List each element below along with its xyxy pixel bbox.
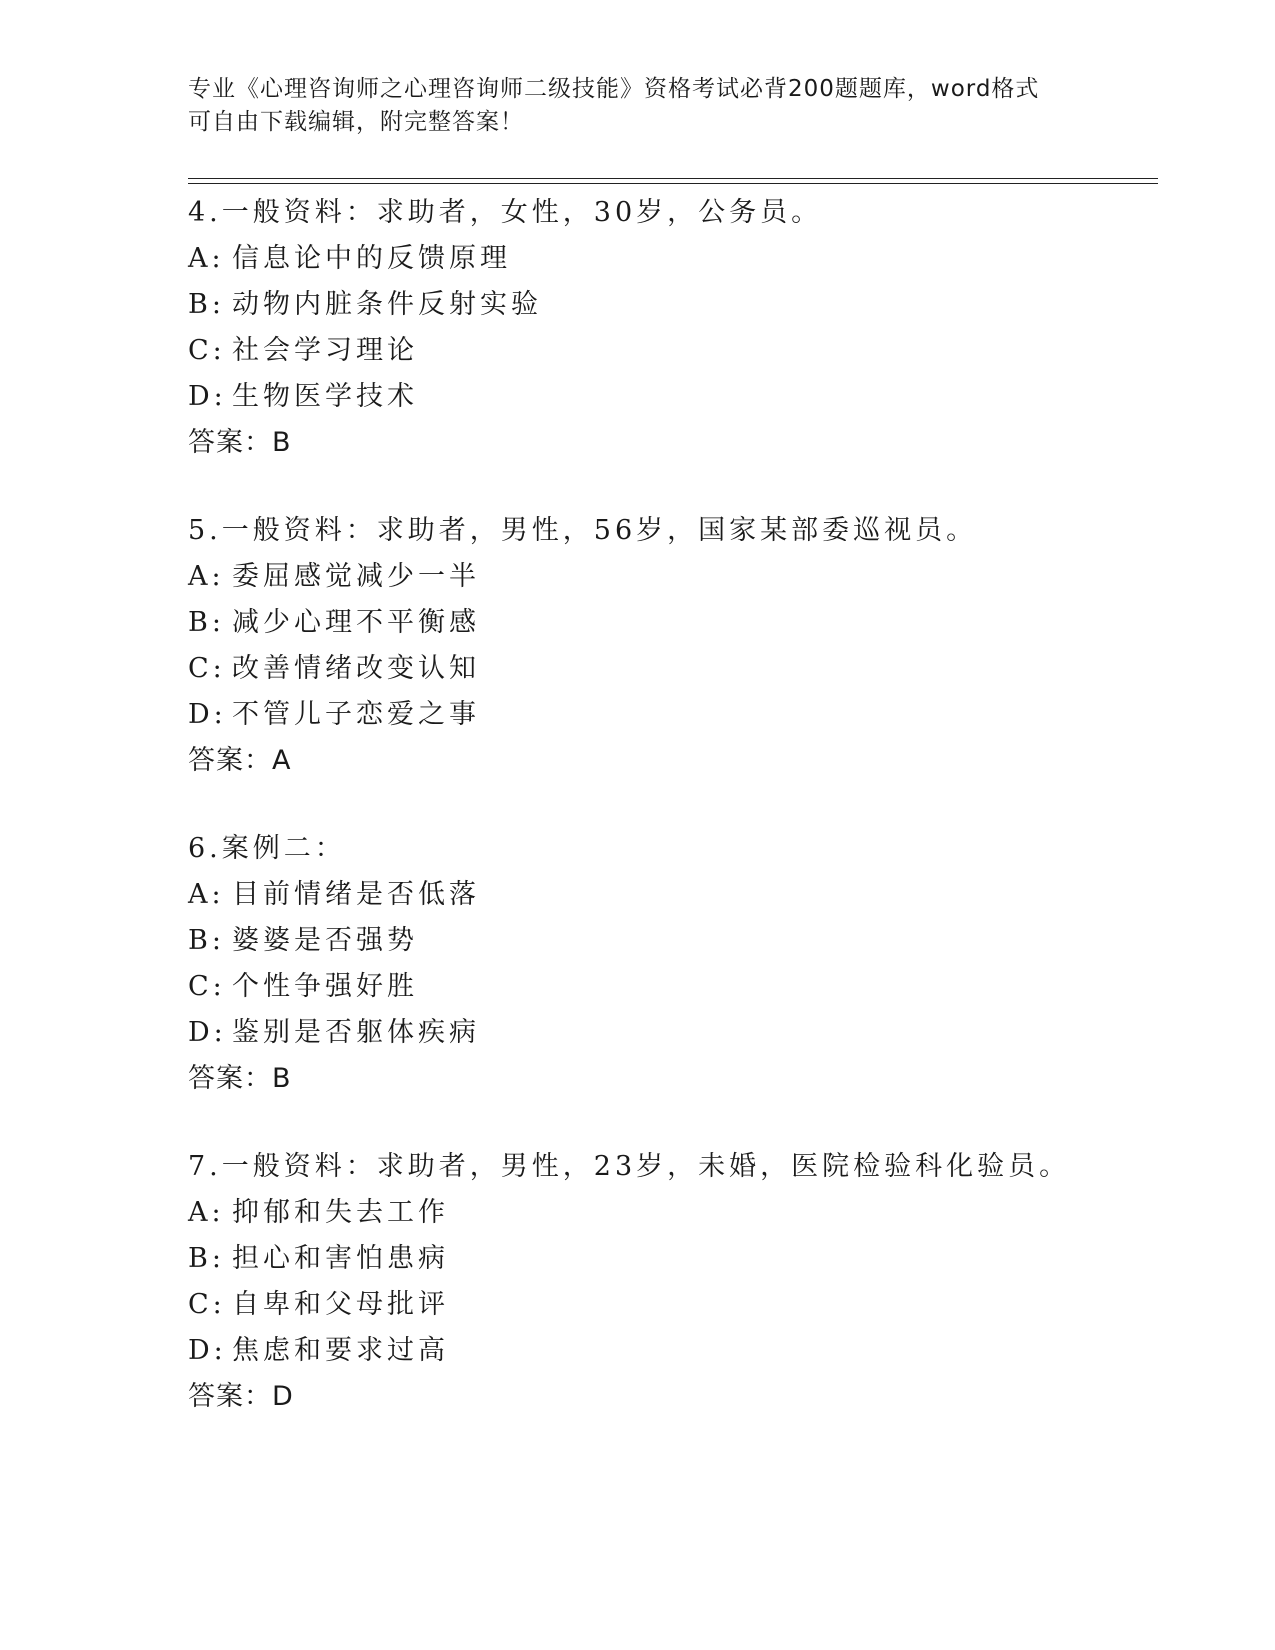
option-d <box>188 1328 1188 1374</box>
option-text: 委屈感觉减少一半 <box>232 561 480 592</box>
answer-line: 答案：D <box>188 1381 294 1412</box>
option-text: 目前情绪是否低落 <box>232 879 480 910</box>
option-c <box>188 964 1188 1010</box>
question-stem: 5.一般资料：求助者，男性，56岁，国家某部委巡视员。 <box>188 515 978 546</box>
option-d <box>188 374 1188 420</box>
option-b <box>188 600 1188 646</box>
option-label: C: <box>188 653 226 684</box>
option-text: 减少心理不平衡感 <box>232 607 480 638</box>
option-b <box>188 1236 1188 1282</box>
option-a <box>188 872 1188 918</box>
option-label: A: <box>188 243 225 274</box>
option-text: 婆婆是否强势 <box>232 925 418 956</box>
option-label: C: <box>188 971 226 1002</box>
document-header <box>188 73 1088 139</box>
answer-line: 答案：B <box>188 427 292 458</box>
option-text: 生物医学技术 <box>232 381 418 412</box>
option-text: 个性争强好胜 <box>232 971 418 1002</box>
option-c <box>188 1282 1188 1328</box>
option-text: 信息论中的反馈原理 <box>232 243 511 274</box>
option-a <box>188 236 1188 282</box>
question-stem: 7.一般资料：求助者，男性，23岁，未婚，医院检验科化验员。 <box>188 1151 1071 1182</box>
answer-line: 答案：B <box>188 1063 292 1094</box>
option-label: D: <box>188 1017 227 1048</box>
option-label: A: <box>188 561 225 592</box>
answer-line: 答案：A <box>188 745 292 776</box>
option-text: 动物内脏条件反射实验 <box>232 289 542 320</box>
question-item <box>188 826 1188 1102</box>
option-text: 改善情绪改变认知 <box>232 653 480 684</box>
option-d <box>188 1010 1188 1056</box>
option-c <box>188 646 1188 692</box>
header-title-line-2: 可自由下载编辑，附完整答案！ <box>188 109 524 135</box>
header-divider-bottom <box>188 183 1158 184</box>
option-text: 鉴别是否躯体疾病 <box>232 1017 480 1048</box>
question-list <box>188 190 1188 1420</box>
question-item <box>188 190 1188 466</box>
option-label: B: <box>188 607 225 638</box>
option-label: A: <box>188 879 225 910</box>
option-label: B: <box>188 925 225 956</box>
header-title-line-1: 专业《心理咨询师之心理咨询师二级技能》资格考试必背200题题库，word格式 <box>188 76 1040 102</box>
option-text: 抑郁和失去工作 <box>232 1197 449 1228</box>
option-label: B: <box>188 289 225 320</box>
option-text: 社会学习理论 <box>232 335 418 366</box>
option-label: C: <box>188 335 226 366</box>
question-stem: 6.案例二： <box>188 833 346 864</box>
option-b <box>188 282 1188 328</box>
option-label: B: <box>188 1243 225 1274</box>
option-text: 焦虑和要求过高 <box>232 1335 449 1366</box>
option-label: D: <box>188 381 227 412</box>
option-c <box>188 328 1188 374</box>
question-item <box>188 1144 1188 1420</box>
option-label: A: <box>188 1197 225 1228</box>
option-d <box>188 692 1188 738</box>
option-a <box>188 554 1188 600</box>
question-stem: 4.一般资料：求助者，女性，30岁，公务员。 <box>188 197 823 228</box>
option-text: 自卑和父母批评 <box>232 1289 449 1320</box>
option-label: D: <box>188 1335 227 1366</box>
option-text: 不管儿子恋爱之事 <box>232 699 480 730</box>
option-a <box>188 1190 1188 1236</box>
option-label: C: <box>188 1289 226 1320</box>
option-text: 担心和害怕患病 <box>232 1243 449 1274</box>
header-divider-top <box>188 178 1158 179</box>
option-b <box>188 918 1188 964</box>
question-item <box>188 508 1188 784</box>
option-label: D: <box>188 699 227 730</box>
